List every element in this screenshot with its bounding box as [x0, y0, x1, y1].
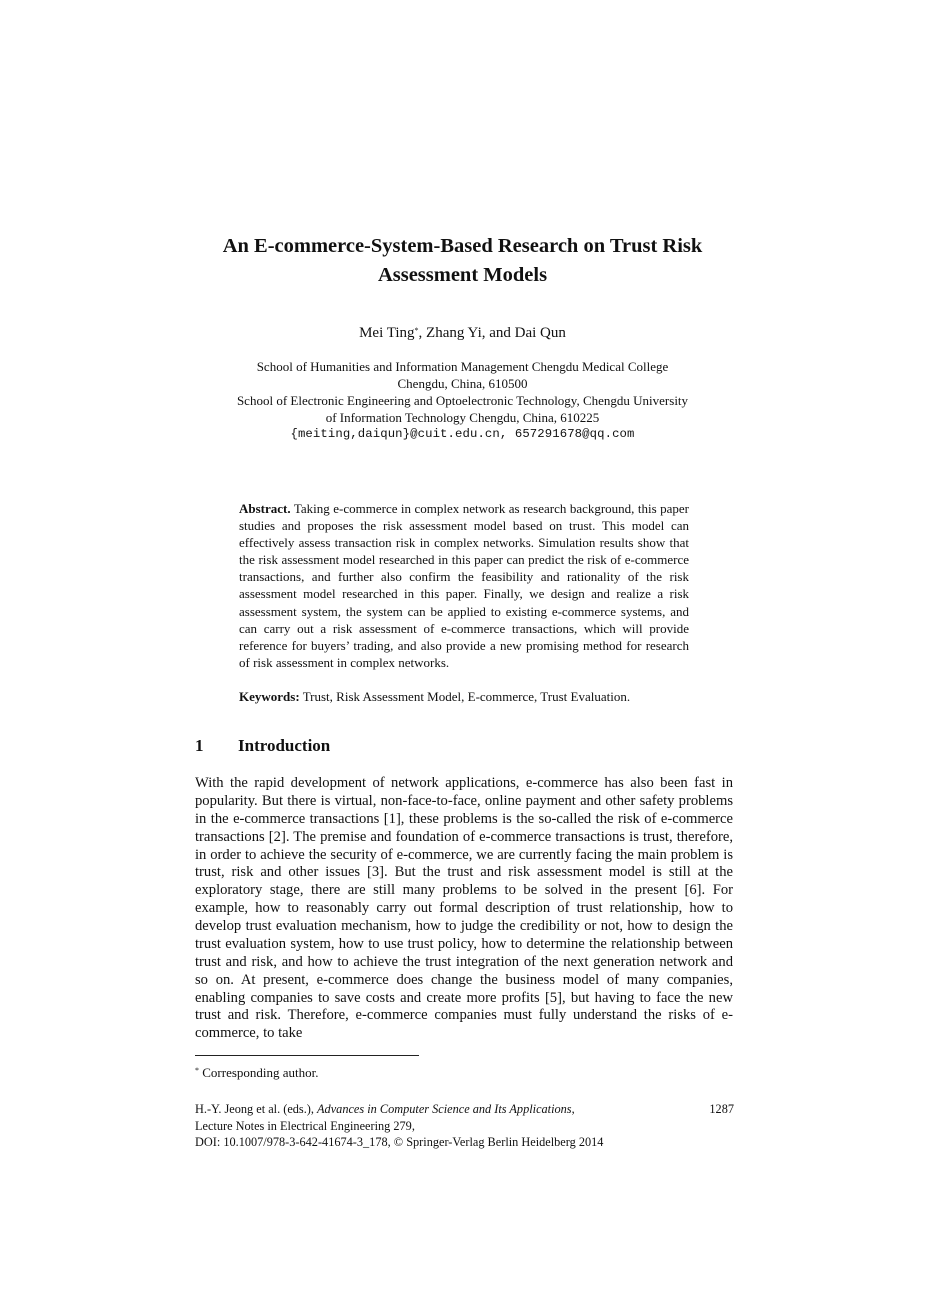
abstract — [239, 500, 689, 671]
affiliation-line-2: Chengdu, China, 610500 — [397, 376, 528, 391]
keywords-label: Keywords: — [239, 689, 300, 704]
colophon-editors: H.-Y. Jeong et al. (eds.), — [195, 1102, 318, 1116]
paper-title-line-2: Assessment Models — [377, 264, 548, 286]
colophon — [195, 1101, 735, 1151]
footnote-rule — [195, 1055, 419, 1056]
colophon-comma: , — [571, 1102, 575, 1116]
page-number: 1287 — [709, 1102, 734, 1116]
keywords-text: Trust, Risk Assessment Model, E-commerce, Trust Evaluation. — [302, 689, 631, 704]
colophon-book-title: Advances in Computer Science and Its Applications — [317, 1102, 572, 1116]
footnote-mark: * — [195, 1066, 199, 1075]
paper-title-line-1: An E-commerce-System-Based Research on Trust Risk — [222, 235, 703, 257]
section-number: 1 — [195, 736, 204, 755]
colophon-line-2: Lecture Notes in Electrical Engineering 279, — [195, 1118, 415, 1133]
author-rest: , Zhang Yi, and Dai Qun — [418, 325, 566, 341]
keywords — [239, 688, 689, 705]
corresponding-author-mark: * — [414, 326, 419, 335]
colophon-line-3: DOI: 10.1007/978-3-642-41674-3_178, © Springer-Verlag Berlin Heidelberg 2014 — [195, 1135, 604, 1150]
affiliations — [150, 358, 775, 443]
introduction-body — [195, 775, 733, 1043]
paper-title — [150, 232, 775, 290]
section-heading — [195, 735, 330, 757]
author-first: Mei Ting — [359, 325, 415, 341]
section-title: Introduction — [238, 736, 331, 755]
introduction-paragraph: With the rapid development of network applications, e-commerce has also been fast in popularity. But there is virtual, non-face-to-face, online payment and other safety problems in the e-commerce transactions [1], these problems is the so-called the risk of e-commerce transactions [2]. The premise and foundation of e-commerce transactions is trust, therefore, in order to achieve the security of e-commerce, we are currently facing the main problem is trust, risk and other issues [3]. But the trust and risk assessment model is still at the exploratory stage, there are still many problems to be solved in the present [6]. For example, how to reasonably carry out formal description of trust relationship, how to develop trust evaluation mechanism, how to judge the credibility or not, how to design the trust evaluation system, how to use trust policy, how to determine the relationship between trust and risk, and how to achieve the trust integration of the next generation network and so on. At present, e-commerce does change the business model of many companies, enabling companies to save costs and create more profits [5], but having to face the new trust and risk. Therefore, e-commerce companies must fully understand the risks of e-commerce, to take — [195, 775, 733, 1042]
author-emails: {meiting,daiqun}@cuit.edu.cn, 657291678@qq.com — [290, 427, 635, 441]
footnote-text: Corresponding author. — [202, 1065, 319, 1080]
colophon-line-1 — [195, 1101, 735, 1118]
footnote — [195, 1064, 319, 1081]
affiliation-line-1: School of Humanities and Information Management Chengdu Medical College — [256, 359, 669, 374]
abstract-label: Abstract. — [239, 501, 291, 516]
affiliation-line-3: School of Electronic Engineering and Optoelectronic Technology, Chengdu University — [236, 393, 689, 408]
abstract-text: Taking e-commerce in complex network as research background, this paper studies and proposes the risk assessment model based on trust. This model can effectively assess transaction risk in complex networks. Simulation results show that the risk assessment model researched in this paper can predict the risk of e-commerce transactions, and further also confirm the feasibility and rationality of the risk assessment model researched in this paper. Finally, we design and realize a risk assessment system, the system can be applied to existing e-commerce systems, and can carry out a risk assessment of e-commerce transactions, which will provide reference for buyers’ trading, and also provide a new promising method for research of risk assessment in complex networks. — [239, 501, 690, 670]
affiliation-line-4: of Information Technology Chengdu, China, 610225 — [325, 410, 600, 425]
author-list — [150, 323, 775, 343]
